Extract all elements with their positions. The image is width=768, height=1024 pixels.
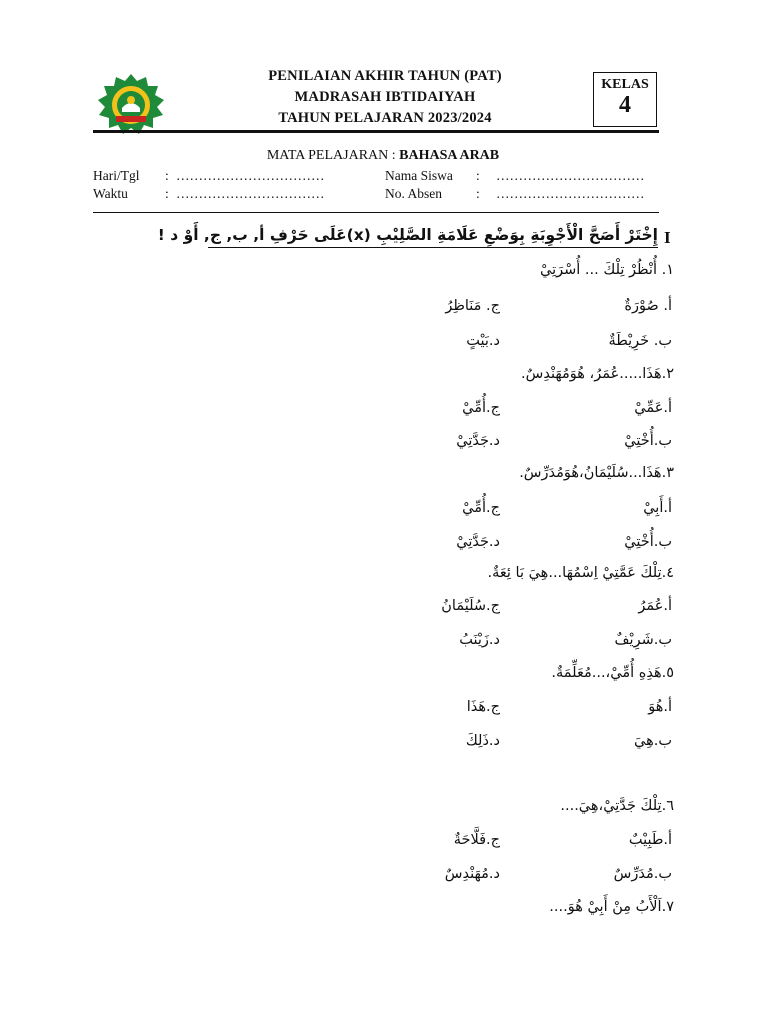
question-4: ٤.تِلْكَ عَمَّتِيْ اِسْمُهَا...هِيَ بَا ئِعَةٌ. (487, 565, 674, 581)
q6-option-a[interactable]: أ.طَبِيْبٌ (628, 832, 672, 848)
day-label: Hari/Tgl (93, 168, 140, 183)
q5-option-c[interactable]: ج.هَذَا (466, 699, 500, 715)
time-blank[interactable]: …………………………… (176, 186, 325, 201)
q3-option-a[interactable]: أ.أَبِيْ (643, 500, 672, 516)
academic-year: TAHUN PELAJARAN 2023/2024 (278, 110, 492, 126)
q5-option-a[interactable]: أ.هُوَ (648, 699, 672, 715)
q4-option-d[interactable]: د.زَيْنَبُ (459, 632, 500, 648)
subject-value: BAHASA ARAB (399, 148, 500, 163)
school-logo (96, 72, 166, 138)
question-7: ٧.اَلْأَبُ مِنْ أَبِيْ هُوَ.... (549, 899, 674, 915)
q1-option-b[interactable]: ب. خَرِيْطَةٌ (608, 333, 672, 349)
q6-option-d[interactable]: د.مُهَنْدِسٌ (444, 866, 500, 882)
q3-option-b[interactable]: ب.أُخْتِيْ (624, 534, 672, 550)
q2-option-d[interactable]: د.جَدَّتِيْ (456, 433, 500, 449)
q4-option-a[interactable]: أ.عُمَرُ (638, 598, 672, 614)
q1-option-c[interactable]: ج. مَنَاظِرُ (445, 298, 500, 314)
absen-label: No. Absen (385, 186, 442, 201)
exam-title: PENILAIAN AKHIR TAHUN (PAT) (268, 68, 502, 84)
subject-label: MATA PELAJARAN : (266, 148, 396, 163)
absen-blank[interactable]: …………………………… (496, 186, 645, 201)
day-blank[interactable]: …………………………… (176, 168, 325, 183)
section-instruction: إِخْتَرْ أَصَحَّ الْأَجْوِبَةِ بِوَضْعِ عَلَامَةِ الصَّلِيْبِ (x)عَلَى حَرْفِ أ, ب, ج, أَوْ د ! (208, 226, 658, 248)
student-name-label: Nama Siswa (385, 168, 453, 183)
q2-option-b[interactable]: ب.أُخْتِيْ (624, 433, 672, 449)
school-name: MADRASAH IBTIDAIYAH (294, 89, 476, 105)
question-5: ٥.هَذِهِ أُمِّيْ،...مُعَلِّمَةٌ. (551, 665, 674, 681)
question-6: ٦.تِلْكَ جَدَّتِيْ،هِيَ.... (560, 798, 674, 814)
class-value: 4 (619, 92, 631, 118)
q2-option-a[interactable]: أ.عَمِّيْ (634, 400, 672, 416)
class-box (593, 72, 657, 127)
q5-option-b[interactable]: ب.هِيَ (634, 733, 672, 749)
q1-option-d[interactable]: د.بَيْتٍ (466, 333, 500, 349)
header-divider (93, 130, 659, 133)
time-colon: : (165, 186, 169, 201)
q6-option-c[interactable]: ج.فَلَّاحَةٌ (453, 832, 500, 848)
student-name-colon: : (476, 168, 480, 183)
q6-option-b[interactable]: ب.مُدَرِّسٌ (613, 866, 672, 882)
subject-line (100, 148, 666, 164)
q5-option-d[interactable]: د.ذَلِكَ (465, 733, 500, 749)
q1-option-a[interactable]: أ. صُوْرَةٌ (624, 298, 672, 314)
q4-option-b[interactable]: ب.شَرِيْفٌ (614, 632, 672, 648)
q4-option-c[interactable]: ج.سُلَيْمَانُ (441, 598, 500, 614)
identity-divider (93, 212, 659, 213)
student-name-blank[interactable]: …………………………… (496, 168, 645, 183)
section-number: I (664, 228, 671, 247)
question-1: ١. أُنْظُرْ تِلْكَ ... أُسْرَتِيْ (540, 262, 674, 278)
question-3: ٣.هَذَا...سُلَيْمَانُ،هُوَمُدَرِّسٌ. (519, 465, 674, 481)
time-label: Waktu (93, 186, 128, 201)
question-2: ٢.هَذَا.....عُمَرُ، هُوَمُهَنْدِسٌ. (521, 366, 674, 382)
day-colon: : (165, 168, 169, 183)
q3-option-c[interactable]: ج.أُمِّيْ (462, 500, 500, 516)
q2-option-c[interactable]: ج.أُمِّيْ (462, 400, 500, 416)
class-label: KELAS (601, 77, 649, 92)
absen-colon: : (476, 186, 480, 201)
q3-option-d[interactable]: د.جَدَّتِيْ (456, 534, 500, 550)
